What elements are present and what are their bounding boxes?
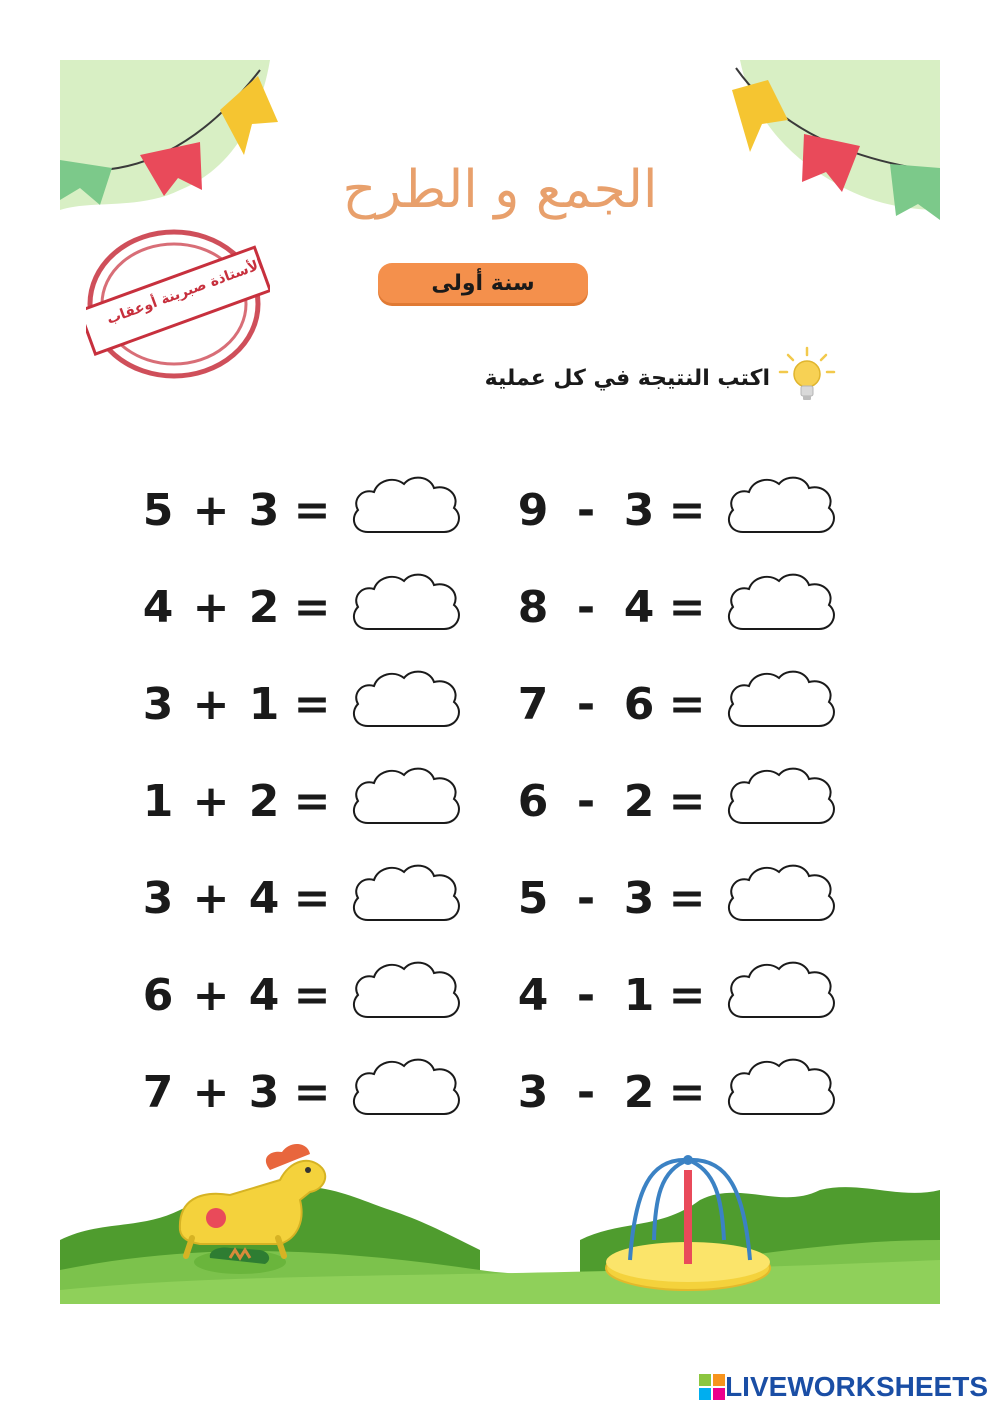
operator-sign: + xyxy=(192,775,230,827)
cloud-answer-box[interactable] xyxy=(348,860,464,936)
equals-sign: = xyxy=(293,484,331,536)
exercise-row xyxy=(140,470,880,567)
operand-b: 2 xyxy=(623,1066,655,1118)
equals-sign: = xyxy=(668,872,706,924)
operand-a: 3 xyxy=(142,872,174,924)
addition-equation xyxy=(140,470,464,550)
instruction-text: اكتب النتيجة في كل عملية xyxy=(484,366,770,391)
liveworksheets-logo-icon xyxy=(699,1374,725,1400)
equals-sign: = xyxy=(668,1066,706,1118)
equals-sign: = xyxy=(668,775,706,827)
operand-b: 2 xyxy=(623,775,655,827)
cloud-answer-box[interactable] xyxy=(723,957,839,1033)
operand-a: 7 xyxy=(517,678,549,730)
playground-landscape-illustration xyxy=(60,1120,940,1304)
equals-sign: = xyxy=(668,484,706,536)
operand-b: 4 xyxy=(248,969,280,1021)
operator-sign: - xyxy=(576,775,596,827)
operator-sign: - xyxy=(576,872,596,924)
cloud-answer-box[interactable] xyxy=(348,569,464,645)
addition-equation xyxy=(140,858,464,938)
operand-a: 6 xyxy=(517,775,549,827)
operand-a: 8 xyxy=(517,581,549,633)
cloud-answer-box[interactable] xyxy=(723,860,839,936)
addition-equation xyxy=(140,955,464,1035)
operator-sign: - xyxy=(576,969,596,1021)
equals-sign: = xyxy=(293,581,331,633)
operator-sign: + xyxy=(192,484,230,536)
operator-sign: + xyxy=(192,581,230,633)
operand-b: 2 xyxy=(248,775,280,827)
cloud-answer-box[interactable] xyxy=(723,666,839,742)
operator-sign: - xyxy=(576,581,596,633)
equals-sign: = xyxy=(293,872,331,924)
equals-sign: = xyxy=(668,581,706,633)
addition-equation xyxy=(140,761,464,841)
operand-b: 3 xyxy=(623,872,655,924)
equals-sign: = xyxy=(293,775,331,827)
exercise-row xyxy=(140,567,880,664)
cloud-answer-box[interactable] xyxy=(348,1054,464,1130)
equals-sign: = xyxy=(668,969,706,1021)
operand-b: 3 xyxy=(248,484,280,536)
addition-equation xyxy=(140,664,464,744)
operator-sign: - xyxy=(576,484,596,536)
subtraction-equation xyxy=(515,470,839,550)
operand-b: 2 xyxy=(248,581,280,633)
operand-b: 1 xyxy=(248,678,280,730)
exercise-grid xyxy=(140,470,880,1149)
operand-b: 3 xyxy=(623,484,655,536)
subtraction-equation xyxy=(515,567,839,647)
operand-a: 5 xyxy=(142,484,174,536)
cloud-answer-box[interactable] xyxy=(348,763,464,839)
equals-sign: = xyxy=(293,1066,331,1118)
equals-sign: = xyxy=(293,969,331,1021)
operand-a: 3 xyxy=(142,678,174,730)
cloud-answer-box[interactable] xyxy=(723,763,839,839)
operand-b: 6 xyxy=(623,678,655,730)
exercise-row xyxy=(140,955,880,1052)
cloud-answer-box[interactable] xyxy=(348,472,464,548)
cloud-answer-box[interactable] xyxy=(723,472,839,548)
operator-sign: + xyxy=(192,969,230,1021)
operand-a: 7 xyxy=(142,1066,174,1118)
level-badge: سنة أولى xyxy=(378,263,588,303)
subtraction-equation xyxy=(515,955,839,1035)
operator-sign: + xyxy=(192,678,230,730)
equals-sign: = xyxy=(668,678,706,730)
merry-go-round-illustration xyxy=(606,1155,770,1290)
teacher-stamp xyxy=(86,226,270,380)
addition-equation xyxy=(140,567,464,647)
lightbulb-icon xyxy=(778,346,836,410)
operator-sign: + xyxy=(192,872,230,924)
operand-b: 3 xyxy=(248,1066,280,1118)
operator-sign: - xyxy=(576,678,596,730)
subtraction-equation xyxy=(515,761,839,841)
page-title: الجمع و الطرح xyxy=(342,160,658,220)
operand-a: 4 xyxy=(142,581,174,633)
operand-b: 4 xyxy=(623,581,655,633)
operand-a: 6 xyxy=(142,969,174,1021)
operand-a: 3 xyxy=(517,1066,549,1118)
operator-sign: + xyxy=(192,1066,230,1118)
operand-b: 4 xyxy=(248,872,280,924)
cloud-answer-box[interactable] xyxy=(348,666,464,742)
brand-name: LIVEWORKSHEETS xyxy=(725,1371,988,1402)
exercise-row xyxy=(140,664,880,761)
subtraction-equation xyxy=(515,858,839,938)
operand-a: 4 xyxy=(517,969,549,1021)
cloud-answer-box[interactable] xyxy=(723,569,839,645)
subtraction-equation xyxy=(515,664,839,744)
cloud-answer-box[interactable] xyxy=(348,957,464,1033)
operand-a: 1 xyxy=(142,775,174,827)
cloud-answer-box[interactable] xyxy=(723,1054,839,1130)
brand-logo xyxy=(699,1373,988,1401)
operand-a: 5 xyxy=(517,872,549,924)
equals-sign: = xyxy=(293,678,331,730)
operator-sign: - xyxy=(576,1066,596,1118)
exercise-row xyxy=(140,761,880,858)
stamp-text: الأستاذة صبرينة أوعقاب xyxy=(104,256,266,328)
exercise-row xyxy=(140,858,880,955)
worksheet-page xyxy=(60,60,940,1304)
operand-b: 1 xyxy=(623,969,655,1021)
operand-a: 9 xyxy=(517,484,549,536)
